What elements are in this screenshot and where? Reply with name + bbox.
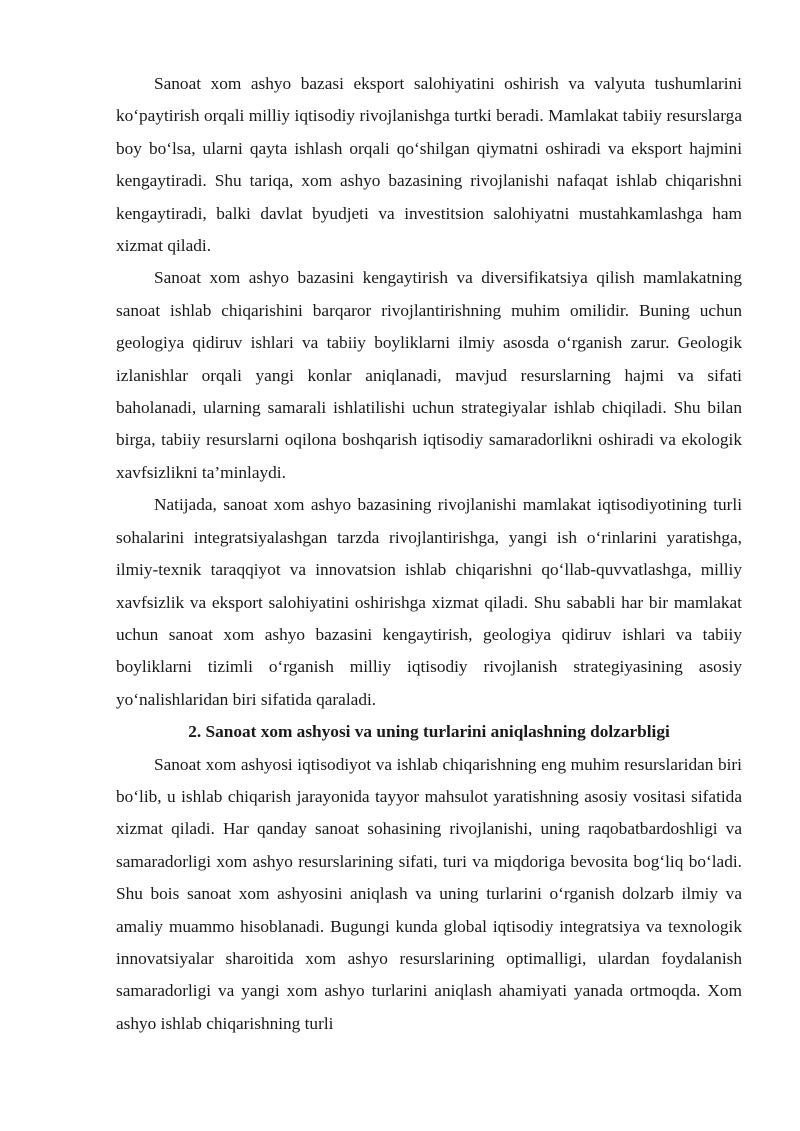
document-page xyxy=(116,68,742,1040)
paragraph-conclusion: Natijada, sanoat xom ashyo bazasining rivojlanishi mamlakat iqtisodiyotining turli sohalarini integratsiyalashgan tarzda rivojlantirishga, yangi ish o‘rinlarini yaratishga, ilmiy-texnik taraqqiyot va innovatsion ishlab chiqarishni qo‘llab-quvvatlashga, milliy xavfsizlik va eksport salohiyatini oshirishga xizmat qiladi. Shu sababli har bir mamlakat uchun sanoat xom ashyo bazasini kengaytirish, geologiya qidiruv ishlari va tabiiy boyliklarni tizimli o‘rganish milliy iqtisodiy rivojlanish strategiyasining asosiy yo‘nalishlaridan biri sifatida qaraladi. xyxy=(116,495,742,709)
section-heading: 2. Sanoat xom ashyosi va uning turlarini aniqlashning dolzarbligi xyxy=(188,722,670,742)
paragraph-diversification: Sanoat xom ashyo bazasini kengaytirish va diversifikatsiya qilish mamlakatning sanoat ishlab chiqarishini barqaror rivojlantirishning muhim omilidir. Buning uchun geologiya qidiruv ishlari va tabiiy boyliklarni ilmiy asosda o‘rganish zarur. Geologik izlanishlar orqali yangi konlar aniqlanadi, mavjud resurslarning hajmi va sifati baholanadi, ularning samarali ishlatilishi uchun strategiyalar ishlab chiqiladi. Shu bilan birga, tabiiy resurslarni oqilona boshqarish iqtisodiy samaradorlikni oshiradi va ekologik xavfsizlikni ta’minlaydi. xyxy=(116,268,742,482)
paragraph-raw-materials: Sanoat xom ashyosi iqtisodiyot va ishlab chiqarishning eng muhim resurslaridan biri bo‘lib, u ishlab chiqarish jarayonida tayyor mahsulot yaratishning asosiy vositasi sifatida xizmat qiladi. Har qanday sanoat sohasining rivojlanishi, uning raqobatbardoshligi va samaradorligi xom ashyo resurslarining sifati, turi va miqdoriga bevosita bog‘liq bo‘ladi. Shu bois sanoat xom ashyosini aniqlash va uning turlarini o‘rganish dolzarb ilmiy va amaliy muammo hisoblanadi. Bugungi kunda global iqtisodiy integratsiya va texnologik innovatsiyalar sharoitida xom ashyo resurslarining optimalligi, ulardan foydalanish samaradorligi va yangi xom ashyo turlarini aniqlash ahamiyati yanada ortmoqda. Xom ashyo ishlab chiqarishning turli xyxy=(116,754,742,1033)
paragraph-export-potential: Sanoat xom ashyo bazasi eksport salohiyatini oshirish va valyuta tushumlarini ko‘paytirish orqali milliy iqtisodiy rivojlanishga turtki beradi. Mamlakat tabiiy resurslarga boy bo‘lsa, ularni qayta ishlash orqali qo‘shilgan qiymatni oshiradi va eksport hajmini kengaytiradi. Shu tariqa, xom ashyo bazasining rivojlanishi nafaqat ishlab chiqarishni kengaytiradi, balki davlat byudjeti va investitsion salohiyatni mustahkamlashga ham xizmat qiladi. xyxy=(116,74,742,256)
